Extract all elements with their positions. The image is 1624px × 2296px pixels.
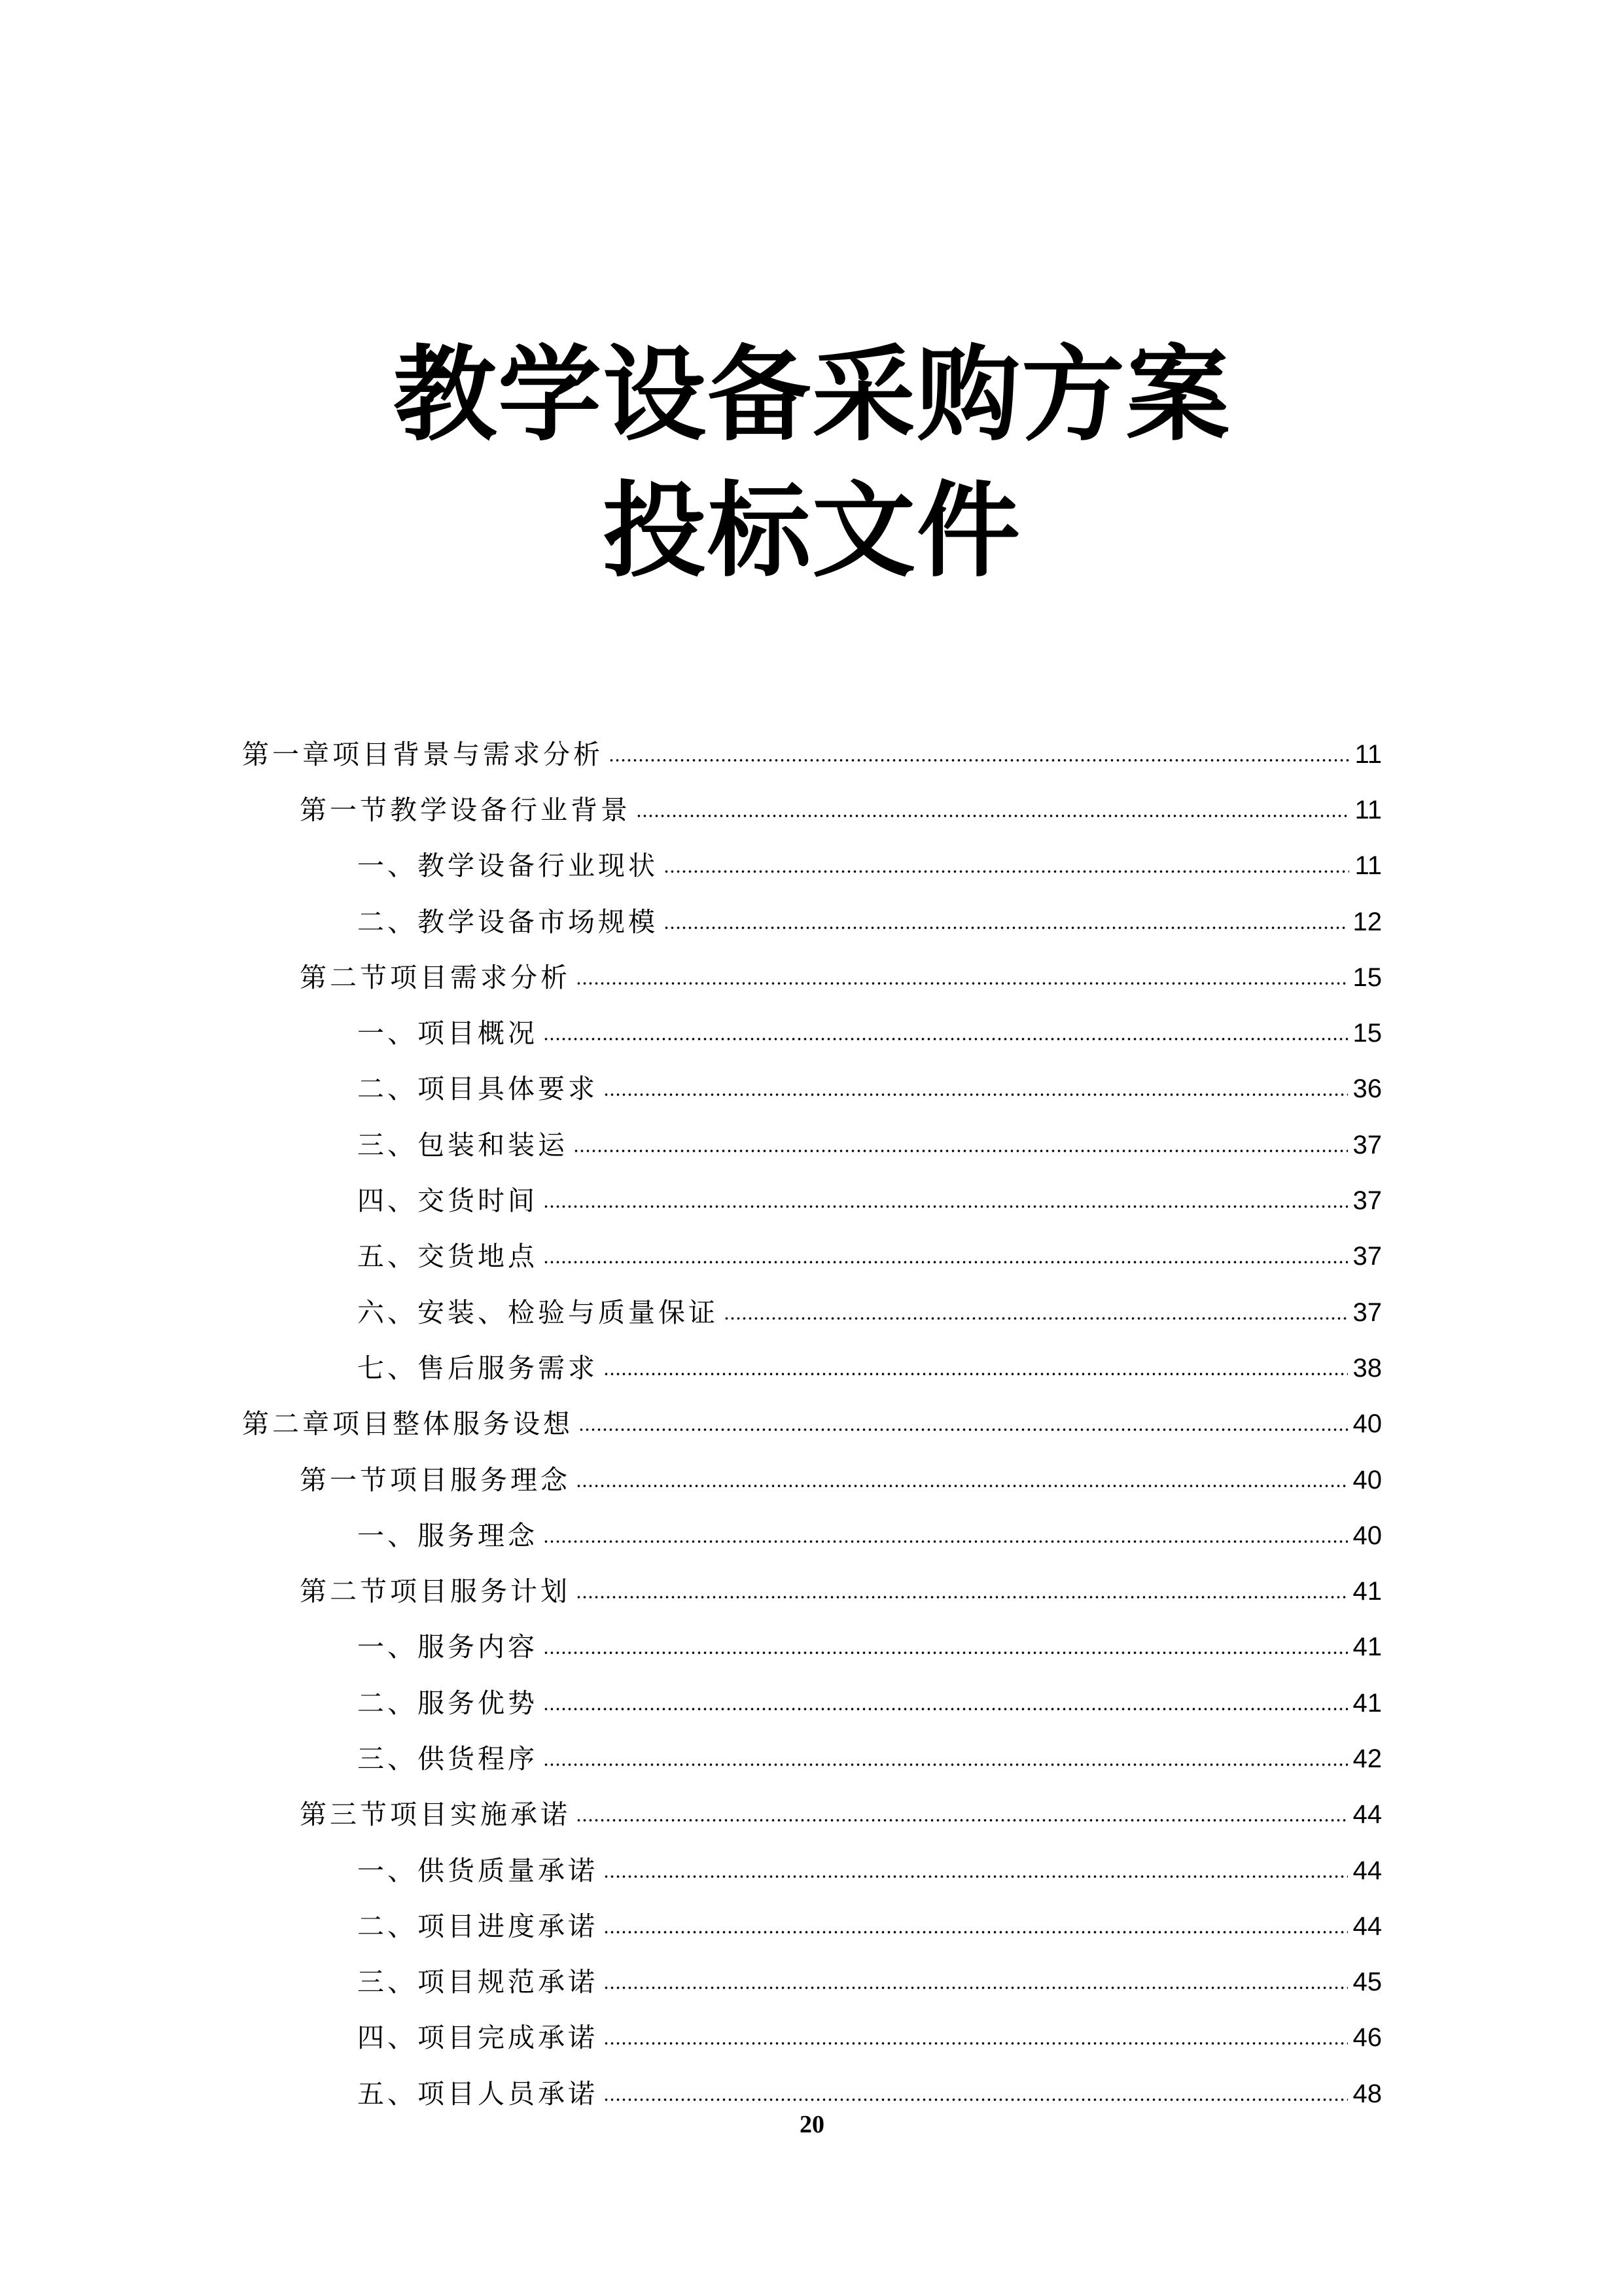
toc-entry-page: 41 xyxy=(1352,1577,1382,1606)
toc-entry-page: 44 xyxy=(1352,1800,1382,1829)
toc-entry[interactable] xyxy=(242,1452,1382,1508)
toc-entry-title: 四、交货时间 xyxy=(357,1185,538,1217)
toc-entry-page: 12 xyxy=(1352,907,1382,936)
toc-entry-title: 一、项目概况 xyxy=(357,1017,538,1050)
toc-entry-page: 37 xyxy=(1352,1298,1382,1327)
toc-entry[interactable] xyxy=(242,1117,1382,1173)
toc-entry[interactable] xyxy=(242,1340,1382,1396)
toc-entry-title: 五、交货地点 xyxy=(357,1241,538,1273)
toc-dot-leader xyxy=(576,1818,1348,1823)
toc-entry-title: 三、包装和装运 xyxy=(357,1129,568,1161)
toc-entry-title: 第二章项目整体服务设想 xyxy=(242,1408,573,1440)
toc-entry-page: 40 xyxy=(1352,1465,1382,1494)
toc-entry-page: 41 xyxy=(1352,1633,1382,1662)
toc-entry-title: 二、教学设备市场规模 xyxy=(357,906,658,938)
toc-entry-page: 45 xyxy=(1352,1968,1382,1997)
toc-entry-page: 37 xyxy=(1352,1186,1382,1216)
toc-dot-leader xyxy=(603,1930,1348,1935)
toc-entry-title: 第三节项目实施承诺 xyxy=(300,1799,571,1831)
toc-entry-page: 15 xyxy=(1352,963,1382,992)
toc-entry-page: 44 xyxy=(1352,1911,1382,1941)
toc-entry-page: 36 xyxy=(1352,1074,1382,1104)
toc-entry[interactable] xyxy=(242,782,1382,838)
toc-entry[interactable] xyxy=(242,1396,1382,1452)
toc-entry-page: 40 xyxy=(1352,1521,1382,1550)
toc-entry[interactable] xyxy=(242,1173,1382,1228)
toc-entry-title: 六、安装、检验与质量保证 xyxy=(357,1296,718,1328)
title-line-1: 教学设备采购方案 xyxy=(393,335,1231,455)
toc-entry-title: 一、教学设备行业现状 xyxy=(357,850,658,882)
toc-entry-title: 第二节项目需求分析 xyxy=(300,961,571,993)
toc-entry[interactable] xyxy=(242,1675,1382,1731)
toc-entry-page: 48 xyxy=(1352,2079,1382,2108)
toc-dot-leader xyxy=(663,925,1348,930)
toc-dot-leader xyxy=(573,1148,1348,1154)
toc-entry[interactable] xyxy=(242,1508,1382,1563)
toc-dot-leader xyxy=(543,1762,1348,1767)
toc-entry-title: 二、服务优势 xyxy=(357,1687,538,1719)
toc-entry[interactable] xyxy=(242,1898,1382,1954)
toc-dot-leader xyxy=(576,1483,1348,1489)
toc-entry-title: 二、项目具体要求 xyxy=(357,1073,598,1105)
toc-entry-page: 11 xyxy=(1354,795,1382,824)
title-line-2: 投标文件 xyxy=(603,471,1021,592)
toc-dot-leader xyxy=(576,1595,1348,1600)
toc-entry[interactable] xyxy=(242,1563,1382,1619)
toc-dot-leader xyxy=(609,758,1349,763)
table-of-contents xyxy=(242,726,1382,2121)
toc-dot-leader xyxy=(724,1316,1348,1321)
toc-entry-title: 一、服务理念 xyxy=(357,1519,538,1551)
toc-entry[interactable] xyxy=(242,1619,1382,1675)
toc-entry-title: 一、服务内容 xyxy=(357,1631,538,1663)
toc-entry-title: 一、供货质量承诺 xyxy=(357,1854,598,1886)
toc-entry[interactable] xyxy=(242,1005,1382,1061)
toc-entry-title: 四、项目完成承诺 xyxy=(357,2022,598,2054)
toc-entry-page: 44 xyxy=(1352,1856,1382,1885)
toc-entry[interactable] xyxy=(242,1229,1382,1284)
toc-entry-title: 三、供货程序 xyxy=(357,1742,538,1775)
toc-dot-leader xyxy=(663,869,1349,874)
toc-dot-leader xyxy=(603,1092,1348,1097)
toc-entry[interactable] xyxy=(242,1843,1382,1898)
toc-dot-leader xyxy=(603,1371,1348,1377)
toc-entry[interactable] xyxy=(242,1731,1382,1786)
toc-entry-title: 七、售后服务需求 xyxy=(357,1352,598,1384)
toc-entry-page: 46 xyxy=(1352,2023,1382,2053)
toc-entry-title: 二、项目进度承诺 xyxy=(357,1910,598,1942)
toc-dot-leader xyxy=(603,2097,1348,2102)
document-title xyxy=(0,327,1624,599)
toc-dot-leader xyxy=(543,1706,1348,1712)
toc-dot-leader xyxy=(603,1985,1348,1990)
toc-dot-leader xyxy=(543,1650,1348,1655)
toc-entry-title: 三、项目规范承诺 xyxy=(357,1966,598,1998)
toc-dot-leader xyxy=(543,1036,1348,1042)
page-number: 20 xyxy=(800,2111,824,2138)
toc-entry-title: 第一节项目服务理念 xyxy=(300,1464,571,1496)
toc-entry-page: 37 xyxy=(1352,1242,1382,1271)
toc-entry-page: 42 xyxy=(1352,1744,1382,1773)
toc-dot-leader xyxy=(578,1427,1348,1432)
toc-entry-page: 38 xyxy=(1352,1353,1382,1383)
toc-dot-leader xyxy=(603,2041,1348,2046)
toc-dot-leader xyxy=(543,1204,1348,1209)
toc-entry[interactable] xyxy=(242,1787,1382,1843)
toc-entry[interactable] xyxy=(242,1061,1382,1117)
toc-entry-page: 37 xyxy=(1352,1130,1382,1159)
toc-entry[interactable] xyxy=(242,949,1382,1005)
toc-dot-leader xyxy=(603,1874,1348,1879)
toc-entry-title: 五、项目人员承诺 xyxy=(357,2077,598,2110)
toc-entry-page: 11 xyxy=(1354,851,1382,881)
toc-entry[interactable] xyxy=(242,838,1382,894)
toc-dot-leader xyxy=(636,813,1349,819)
toc-entry-page: 41 xyxy=(1352,1688,1382,1718)
toc-entry-page: 11 xyxy=(1354,739,1382,769)
toc-entry[interactable] xyxy=(242,726,1382,782)
toc-entry[interactable] xyxy=(242,2010,1382,2066)
toc-entry-title: 第一章项目背景与需求分析 xyxy=(242,738,603,770)
toc-entry-page: 40 xyxy=(1352,1409,1382,1439)
toc-entry[interactable] xyxy=(242,1954,1382,2010)
toc-entry-title: 第二节项目服务计划 xyxy=(300,1576,571,1608)
toc-dot-leader xyxy=(576,981,1348,986)
toc-entry[interactable] xyxy=(242,894,1382,949)
toc-entry[interactable] xyxy=(242,1284,1382,1340)
toc-entry-page: 15 xyxy=(1352,1019,1382,1048)
toc-dot-leader xyxy=(543,1539,1348,1544)
toc-entry-title: 第一节教学设备行业背景 xyxy=(300,794,631,826)
toc-dot-leader xyxy=(543,1260,1348,1265)
